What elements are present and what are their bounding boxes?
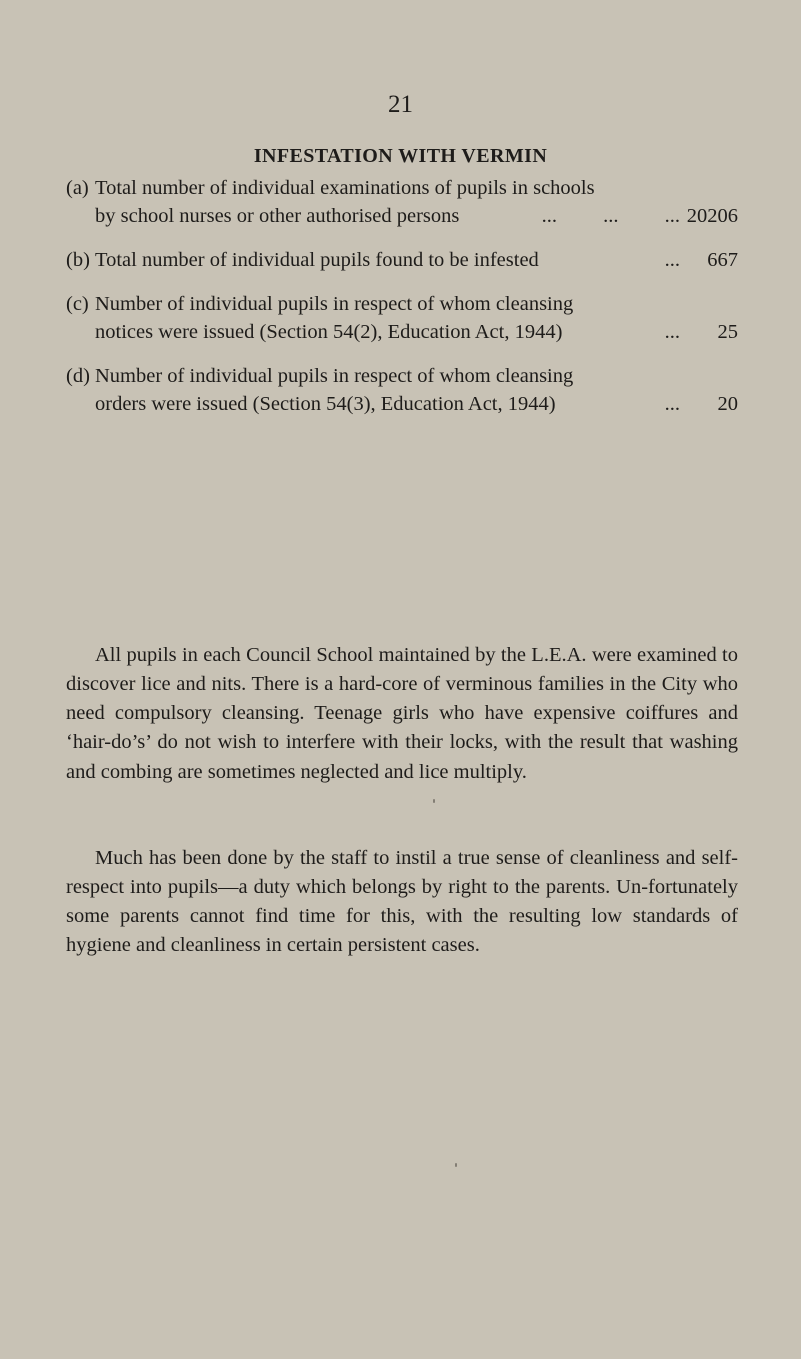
item-letter: (d) <box>66 365 90 387</box>
body-paragraph-2: Much has been done by the staff to instil a true sense of cleanliness and self-respect into pupils—a duty which belongs by right to the parents. Un-fortunately some parents cannot find time for this, with the resulting low standards of hygiene and cleanliness in certain persistent cases. <box>66 846 738 957</box>
item-description-continued: notices were issued (Section 54(2), Education Act, 1944) <box>95 321 563 343</box>
page-number: 21 <box>388 91 413 118</box>
paper-speck <box>455 1163 457 1167</box>
body-paragraph-1: All pupils in each Council School maintained by the L.E.A. were examined to discover lice and nits. There is a hard-core of verminous families in the City who need compulsory cleansing. Teenage girls who have expensive coiffures and ‘hair-do’s’ do not wish to interfere with their locks, with the result that washing and combing are sometimes neglected and lice multiply. <box>66 643 738 783</box>
dot-leader: ... <box>664 321 680 343</box>
item-description: Total number of individual pupils found to be infested <box>95 249 539 271</box>
statistic-item-a <box>66 174 738 230</box>
paper-speck <box>433 799 435 803</box>
section-heading: INFESTATION WITH VERMIN <box>253 145 548 167</box>
dot-leader: ... <box>664 249 680 271</box>
item-value: 25 <box>717 321 738 343</box>
item-description-continued: orders were issued (Section 54(3), Education Act, 1944) <box>95 393 556 415</box>
item-description-continued: by school nurses or other authorised persons <box>95 205 460 227</box>
item-description: Number of individual pupils in respect of whom cleansing <box>95 293 574 315</box>
item-letter: (a) <box>66 177 89 199</box>
statistics-list <box>66 174 738 434</box>
item-letter: (b) <box>66 249 90 271</box>
statistic-item-c <box>66 290 738 346</box>
item-description: Number of individual pupils in respect of whom cleansing <box>95 365 574 387</box>
dot-leader: ... <box>664 393 680 415</box>
item-value: 667 <box>707 249 738 271</box>
item-value: 20 <box>717 393 738 415</box>
dot-leader: ... ... ... <box>541 205 680 227</box>
item-description: Total number of individual examinations of pupils in schools <box>95 177 595 199</box>
item-value: 20206 <box>686 205 738 227</box>
item-letter: (c) <box>66 293 89 315</box>
statistic-item-d <box>66 362 738 418</box>
statistic-item-b <box>66 246 738 274</box>
